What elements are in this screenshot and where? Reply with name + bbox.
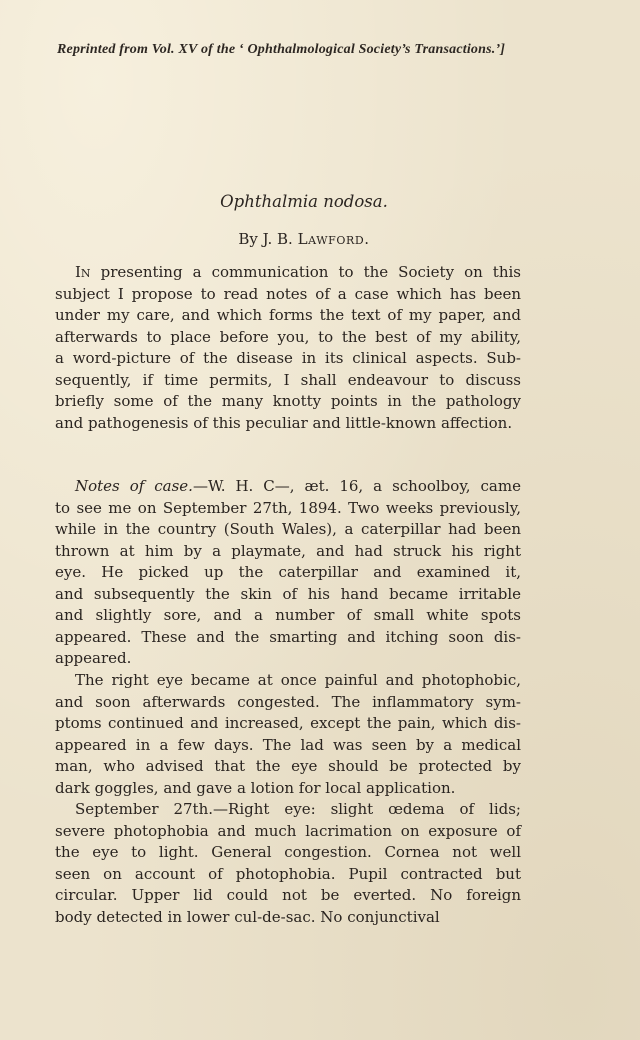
line-text: seen on account of photophobia. Pupil contracted but [55, 864, 521, 883]
text-line [55, 476, 521, 498]
paragraph-notes-of-case [55, 476, 521, 670]
text-line [55, 370, 521, 392]
text-line [55, 305, 521, 327]
line-text: appeared. These and the smarting and itching soon dis- [55, 627, 521, 646]
line-text: presenting a communication to the Society on this [90, 263, 521, 281]
line-text: eye. He picked up the caterpillar and examined it, [55, 563, 521, 582]
line-text: The right eye became at once painful and photophobic, [75, 671, 521, 689]
text-line [55, 284, 521, 306]
notes-of-case-label: Notes of case. [75, 477, 193, 495]
text-line [55, 713, 521, 735]
paragraph-introduction-text [55, 262, 521, 434]
line-text: severe photophobia and much lacrimation on exposure of [55, 821, 521, 840]
author-surname: Lawford. [297, 230, 370, 248]
text-line [55, 498, 521, 520]
line-text: the eye to light. General congestion. Cornea not well [55, 843, 521, 862]
line-text: man, who advised that the eye should be protected by [55, 757, 521, 776]
paragraph-symptoms [55, 670, 521, 799]
text-line [55, 562, 521, 584]
text-line [55, 519, 521, 541]
text-line [55, 864, 521, 886]
text-line [55, 627, 521, 649]
line-text: ptoms continued and increased, except the pain, which dis- [55, 714, 521, 733]
text-line [55, 692, 521, 714]
line-text: appeared. [55, 649, 132, 668]
text-line [55, 778, 521, 800]
line-text: afterwards to place before you, to the best of my ability, [55, 327, 521, 346]
line-text: and pathogenesis of this peculiar and little-known affection. [55, 413, 513, 432]
paragraph-september-27th [55, 799, 521, 928]
text-line [55, 262, 521, 284]
author-byline [0, 230, 608, 248]
text-line [55, 605, 521, 627]
line-text: circular. Upper lid could not be everted. No foreign [55, 886, 521, 905]
line-text: appeared in a few days. The lad was seen by a medical [55, 735, 521, 754]
line-text: sequently, if time permits, I shall endeavour to discuss [55, 370, 521, 389]
text-line [55, 907, 521, 929]
line-text: to see me on September 27th, 1894. Two weeks previously, [55, 498, 521, 517]
line-text: under my care, and which forms the text of my paper, and [55, 306, 521, 325]
text-line [55, 413, 521, 435]
text-line [55, 735, 521, 757]
article-title: Ophthalmia nodosa. [220, 192, 388, 211]
opening-word: In [75, 263, 91, 281]
line-text: —W. H. C—, æt. 16, a schoolboy, came [192, 477, 521, 495]
text-line [55, 885, 521, 907]
text-line [55, 821, 521, 843]
text-line [55, 842, 521, 864]
running-head: Reprinted from Vol. XV of the ‘ Ophthalmological Society’s Transactions.’] [57, 42, 506, 57]
line-text: a word-picture of the disease in its clinical aspects. Sub- [55, 349, 521, 368]
line-text: dark goggles, and gave a lotion for local application. [55, 778, 456, 797]
text-line [55, 348, 521, 370]
line-text: thrown at him by a playmate, and had struck his right [55, 541, 521, 560]
line-text: subject I propose to read notes of a case which has been [55, 284, 521, 303]
line-text: September 27th.—Right eye: slight œdema of lids; [75, 800, 521, 818]
byline-prefix: By J. B. [238, 230, 293, 248]
line-text: and soon afterwards congested. The inflammatory sym- [55, 692, 521, 711]
line-text: while in the country (South Wales), a caterpillar had been [55, 520, 521, 539]
text-line [55, 670, 521, 692]
line-text: and subsequently the skin of his hand became irritable [55, 584, 521, 603]
text-line [55, 327, 521, 349]
text-line [55, 756, 521, 778]
text-line [55, 799, 521, 821]
text-line [55, 648, 521, 670]
text-line [55, 391, 521, 413]
line-text: and slightly sore, and a number of small white spots [55, 606, 521, 625]
line-text: briefly some of the many knotty points in the pathology [55, 392, 521, 411]
line-text: body detected in lower cul-de-sac. No conjunctival [55, 907, 440, 926]
text-line [55, 541, 521, 563]
text-line [55, 584, 521, 606]
